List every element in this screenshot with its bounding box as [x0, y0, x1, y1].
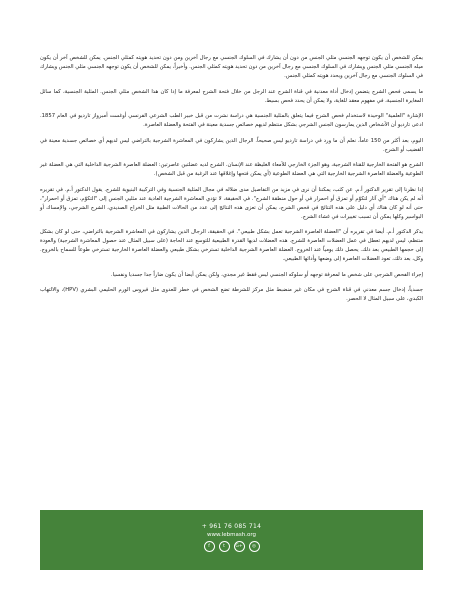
footer-banner	[40, 510, 423, 570]
paragraph-5: الشرج هو الفتحة الخارجية للقناة الشرجية، وهو الجزء الخارجي للأمعاء الغليظة عند الإنسان. الشرج لديه عضلتين عاصرتين: العضلة العاصرة الشرجية الداخلية التي هي العضلة غير الطوعية والعضلة العاصرة الشرجية الخارجية التي هي العضلة الطوعية (أي يمكن فتحها وإغلاقها عند الرغبة من قبل الشخص).	[40, 162, 423, 177]
paragraph-2: ما يسمى فحص الشرج يتضمن إدخال أداة معدنية في قناة الشرج عند الرجل من خلال فتحة الشرج لمعرفة ما إذا كان هذا الشخص مثلي الجنس. المثلية الجنسية، كما سائل المغايرة الجنسية، في مفهوم معقد للغاية، ولا يمكن أن يحدد فحص بسيط.	[40, 88, 423, 104]
paragraph-8: إجراء الفحص الشرجي على شخص ما لمعرفة توجهه أو سلوكه الجنسي ليس فقط غير مجدي، ولكن يمكن أيضا أن يكون ضاراً جدا جسديا ونفسيا.	[110, 271, 423, 278]
document-body	[40, 54, 423, 311]
paragraph-7: يذكر الدكتور أ.م. أيضا في تقريره أن "العضلة العاصرة الشرجية تعمل بشكل طبيعي". في الحقيقة، الرجال الذين يشاركون في المعاشرة الشرجية بالتراضي، حتى لو كان بشكل منتظم، ليس لديهم تعطل في عمل العضلات العاصرة للشرج. هذه العضلات لديها القدرة الطبيعية للتوسع عند الحاجة (على سبيل المثال عند حصول المعاشرة الشرجية) والعودة إلى حجمها الطبيعي بعد ذلك. يحصل ذلك يومياً عند الخروج. العضلة العاصرة الشرجية الداخلية تسترخي بشكل طبيعي والعضلة العاصرة الخارجية تسترخي طوعاً للسماح بالخروج. وكل، بعد ذلك، تعود العضلات العاصرة إلى وضعها وأدائها الطبيعي.	[40, 229, 423, 262]
instagram-icon[interactable]: ◎	[249, 541, 260, 552]
twitter-icon[interactable]: t	[219, 541, 230, 552]
google-plus-icon[interactable]: G+	[234, 541, 245, 552]
paragraph-3: الإشارة "العلمية" الوحيدة لاستخدام فحص الشرج فيما يتعلق بالمثلية الجنسية هي دراسة نشرت من قبل خبير الطب الشرعي الفرنسي أوغست أمبرواز تارديو في العام 1857. ادعى تارديو أن الأشخاص الذين يمارسون الجنس الشرجي بشكل منتظم لديهم خصائص جسدية معينة في الفتحة والعضلة العاصرة.	[40, 113, 423, 128]
social-icons	[204, 541, 260, 552]
paragraph-4: اليوم، بعد أكثر من 150 عاماً، نعلم أن ما ورد في دراسة تارديو ليس صحيحاً. الرجال الذين يشاركون في المعاشرة الشرجية بالتراضي ليس لديهم أي خصائص جسدية معينة في القضيب أو الشرج.	[40, 137, 423, 153]
facebook-icon[interactable]: f	[204, 541, 215, 552]
paragraph-9: جسدياً، إدخال جسم معدني في قناة الشرج في مكان غير منضبط مثل مركز للشرطة تضع الشخص في خطر للعدوى مثل فيروس الورم الحليمي البشري (HPV)، والالتهاب الكبدي، على سبيل المثال لا الحصر.	[40, 287, 424, 302]
footer-website-link[interactable]: www.lebmash.org	[207, 532, 256, 538]
paragraph-6: إذا نظرنا إلى تقرير الدكتور أ.م. عن كثب، يمكننا أن نرى في مزيد من التفاصيل مدى ضلاله في مجال المثلية الجنسية وفي التركيبة البنيوية للشرج. يقول الدكتور أ.م. في تقريره أنه لم يكن هناك "أي آثار لتكوّم أو تمزق أو احمرار في أو حول منطقة الشرج". في الحقيقة، لا تؤدي المعاشرة الشرجية العادية عند مثليي الجنس إلى "التكوّم، تمزق أو احمرار"، حتى أنه لو كان هناك أي دليل على هذه النتائج في فحص الشرج، يمكن أن تعزى هذه النتائج إلى عدد من الحالات الطبية مثل الخراج الصديدي، الشرج الشرجي، والإمساك أو البواسير وكلها يمكن أن تسبب تغييرات في غشاء الشرج.	[40, 186, 423, 220]
footer-phone: + 961 76 085 714	[201, 523, 262, 530]
paragraph-1: يمكن للشخص أن يكون توجهه الجنسي مثلي الجنس من دون أن يشارك في السلوك الجنسي مع رجال آخرين ومن دون تحديد هويته كمثلي الجنس. يمكن للشخص آخر أن يكون ميله الجنسي مثلي الجنس ويشارك في السلوك الجنسي مع رجال آخرين من دون تحديد هويته كمثلي الجنس. وأخيراً، يمكن للشخص أن يكون توجهه الجنسي مثلي الجنس ويشارك في السلوك الجنسي مع رجال آخرين ويحدد هويته كمثلي الجنس.	[40, 55, 423, 79]
